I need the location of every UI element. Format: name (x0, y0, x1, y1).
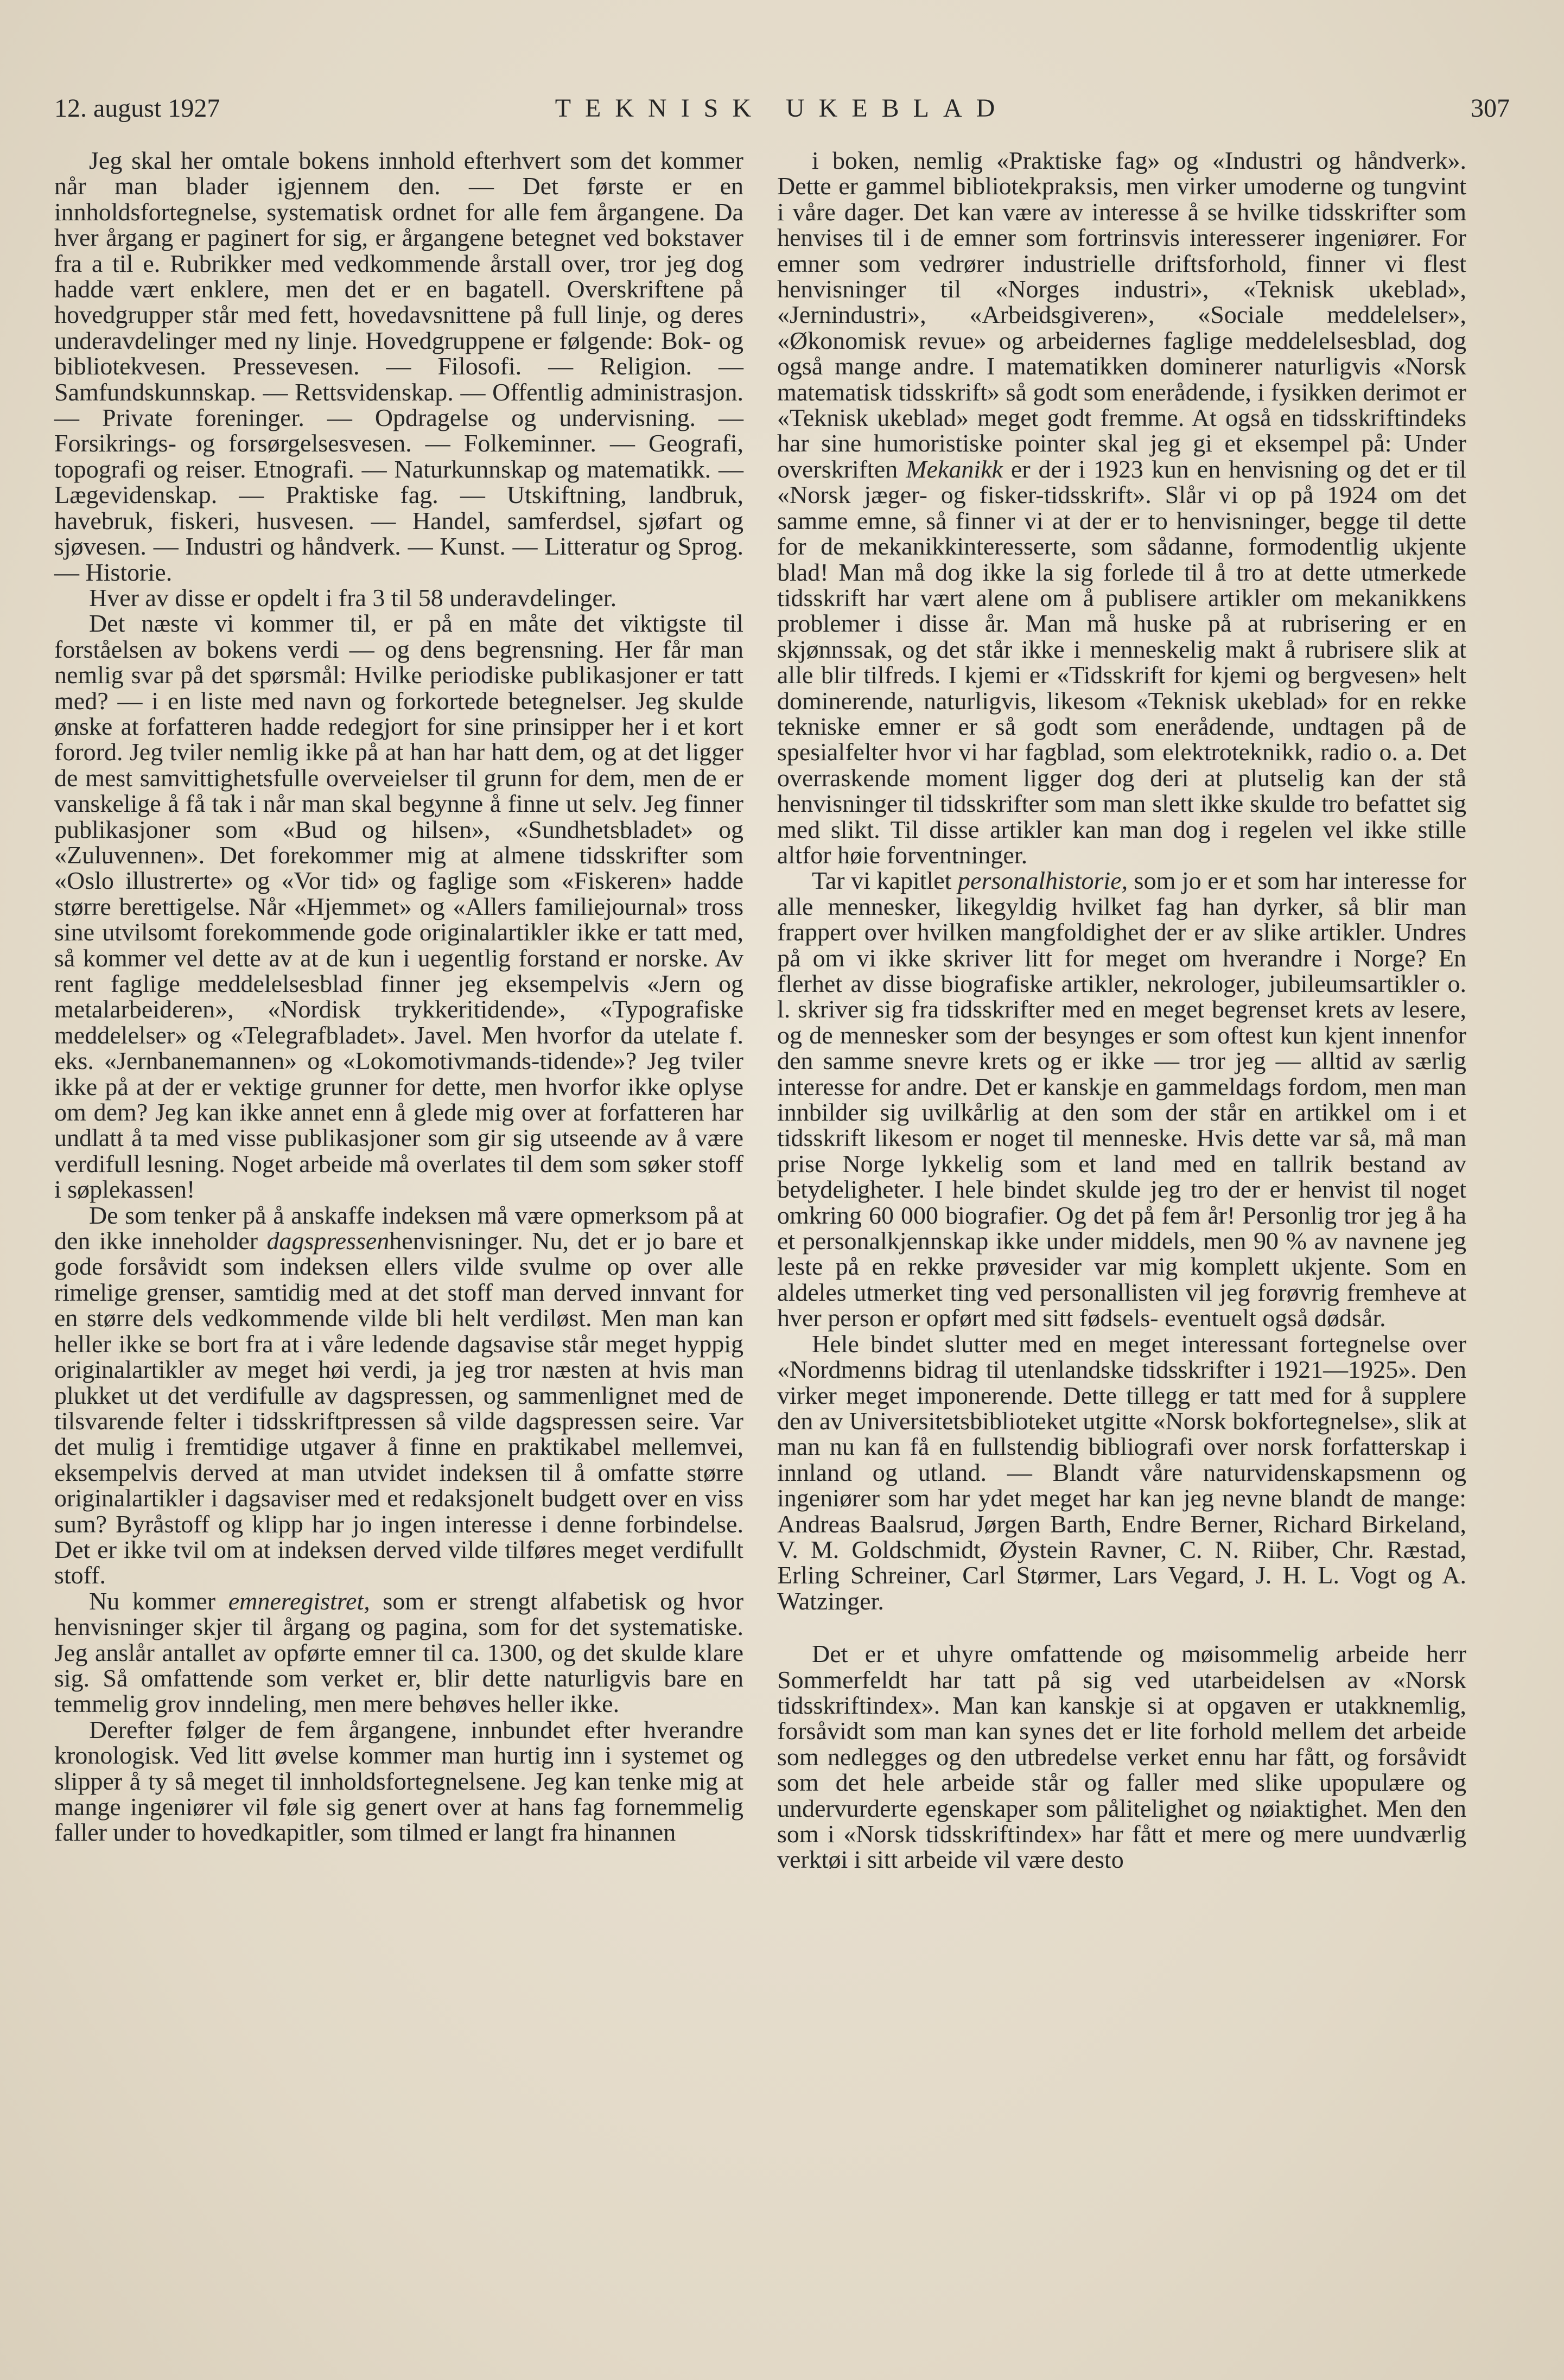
paragraph-text: Tar vi kapitlet (812, 867, 958, 895)
paragraph-text: Nu kommer (89, 1587, 228, 1615)
paragraph (54, 610, 743, 1202)
issue-date: 12. august 1927 (54, 94, 220, 123)
paragraph (54, 585, 743, 610)
emphasized-term: personalhistorie, (958, 867, 1128, 895)
paragraph-text: Det næste vi kommer til, er på en måte det viktigste til forståelsen av bokens verdi — og dens begrensning. Her får man nemlig svar på det spørsmål: Hvilke periodiske publikasjoner er tatt med? — i en liste med navn og forkortede betegnelser. Jeg skulde ønske at forfatteren hadde redegjort for sine prinsipper her i et kort forord. Jeg tviler nemlig ikke på at han har hatt dem, og at det ligger de mest samvittighetsfulle overveielser til grunn for dem, men de er vanskelige å få tak i når man skal begynne å finne ut selv. Jeg finner publikasjoner som «Bud og hilsen», «Sundhetsbladet» og «Zuluvennen». Det forekommer mig at almene tidsskrifter som «Oslo illustrerte» og «Vor tid» og faglige som «Fiskeren» hadde større berettigelse. Når «Hjemmet» og «Allers familiejournal» tross sine utvilsomt forekommende gode originalartikler ikke er tatt med, så kommer vel dette av at de kun i uegentlig forstand er norske. Av rent faglige meddelelsesblad finner jeg eksempelvis «Jern og metalarbeideren», «Nordisk trykkeritidende», «Typografiske meddelelser» og «Telegrafbladet». Javel. Men hvorfor da utelate f. eks. «Jernbanemannen» og «Lokomotivmands-tidende»? Jeg tviler ikke på at der er vektige grunner for dette, men hvorfor ikke oplyse om dem? Jeg kan ikke annet enn å glede mig over at forfatteren har undlatt å ta med visse publikasjoner som gir sig utseende av å være verdifull lesning. Noget arbeide må overlates til dem som søker stoff i søplekassen! (54, 609, 743, 1204)
paragraph (777, 148, 1466, 868)
paragraph-text: Derefter følger de fem årgangene, innbundet efter hverandre kronologisk. Ved litt øvelse kommer man hurtig inn i systemet og slipper å ty så meget til innholdsfortegnelsene. Jeg kan tenke mig at mange ingeniører vil føle sig genert over at hans fag fornemmelig faller under to hovedkapitler, som tilmed er langt fra hinannen (54, 1715, 743, 1847)
emphasized-term: emneregistret, (228, 1587, 370, 1615)
paragraph (54, 1588, 743, 1717)
paragraph-text: Hver av disse er opdelt i fra 3 til 58 underavdelinger. (89, 583, 617, 612)
text-column-left (54, 148, 743, 1846)
paragraph (777, 868, 1466, 1331)
paragraph (777, 1331, 1466, 1614)
journal-title: TEKNISK UKEBLAD (555, 94, 1009, 123)
page-number: 307 (1471, 94, 1510, 123)
paragraph-text: De som tenker på å anskaffe indeksen må være opmerksom på at den ikke inneholder (54, 1201, 743, 1255)
paragraph-text: henvisninger. Nu, det er jo bare et gode forsåvidt som indeksen ellers vilde svulme op over alle rimelige grenser, samtidig med at det stoff man derved innvant for en større dels vedkommende vilde bli helt verdiløst. Men man kan heller ikke se bort fra at i våre ledende dagsavise står meget hyppig originalartikler av meget høi verdi, ja jeg tror næsten at hvis man plukket ut det verdifulle av dagspressen, og sammenlignet med de tilsvarende felter i tidsskriftpressen så vilde dagspressen seire. Var det mulig i fremtidige utgaver å finne en praktikabel mellemvei, eksempelvis derved at man utvidet indeksen til å omfatte større originalartikler i dagsaviser med et redaksjonelt budgett over en viss sum? Byråstoff og klipp har jo ingen interesse i denne forbindelse. Det er ikke tvil om at indeksen derved vilde tilføres meget verdifullt stoff. (54, 1227, 744, 1589)
text-column-right (777, 148, 1466, 1873)
paragraph-text: som er strengt alfabetisk og hvor henvisninger skjer til årgang og pagina, som for det systematiske. Jeg anslår antallet av opførte emner til ca. 1300, og det skulde klare sig. Så omfattende som verket er, blir dette naturligvis bare en temmelig grov inndeling, men mere behøves heller ikke. (54, 1587, 744, 1718)
paragraph-text: som jo er et som har interesse for alle mennesker, likegyldig hvilket fag han dyrker, så blir man frappert over hvilken mangfoldighet der er av slike artikler. Undres på om vi ikke skriver litt for meget om hverandre i Norge? En flerhet av disse biografiske artikler, nekrologer, jubileumsartikler o. l. skriver sig fra tidsskrifter med en meget begrenset krets av lesere, og de mennesker som der besynges er som oftest kun kjent innenfor den samme snevre krets og er ikke — tror jeg — alltid av særlig interesse for andre. Det er kanskje en gammeldags fordom, men man innbilder sig uvilkårlig at den som der står en artikkel om i et tidsskrift likesom er noget til menneske. Hvis dette var så, må man prise Norge lykkelig som et land med en tallrik bestand av betydeligheter. I hele bindet skulde jeg tro der er henvist til noget omkring 60 000 biografier. Og det på fem år! Personlig tror jeg å ha et personalkjennskap ikke under middels, men 90 % av navnene jeg leste på en rekke prøvesider var mig komplett ukjente. Som en aldeles utmerket ting ved personallisten vil jeg forøvrig fremheve at hver person er opført med sitt fødsels- eventuelt også dødsår. (777, 867, 1466, 1332)
paragraph (777, 1641, 1466, 1873)
paragraph-text: i boken, nemlig «Praktiske fag» og «Industri og håndverk». Dette er gammel bibliotekpraksis, men virker umoderne og tungvint i våre dager. Det kan være av interesse å se hvilke tidsskrifter som henvises til i de emner som fortrinsvis interesserer ingeniører. For emner som vedrører industrielle driftsforhold, finner vi flest henvisninger til «Norges industri», «Teknisk ukeblad», «Jernindustri», «Arbeidsgiveren», «Sociale meddelelser», «Økonomisk revue» og arbeidernes faglige meddelelsesblad, dog også mange andre. I matematikken dominerer naturligvis «Norsk matematisk tidsskrift» så godt som enerådende, i fysikken derimot er «Teknisk ukeblad» meget godt fremme. At også en tidsskriftindeks har sine humoristiske pointer skal jeg gi et eksempel på: Under overskriften (777, 147, 1466, 483)
emphasized-term: Mekanikk (906, 455, 1003, 483)
paragraph (54, 148, 743, 585)
paragraph (54, 1202, 743, 1588)
paragraph (54, 1717, 743, 1846)
emphasized-term: dagspressen (266, 1227, 390, 1255)
page-header (54, 87, 1510, 130)
paragraph-text: Det er et uhyre omfattende og møisommelig arbeide herr Sommerfeldt har tatt på sig ved utarbeidelsen av «Norsk tidsskriftindex». Man kan kanskje si at opgaven er utakknemlig, forsåvidt som man kan synes det er lite forhold mellem det arbeide som nedlegges og den utbredelse verket ennu har fått, og forsåvidt som det hele arbeide står og faller med slike upopulære og undervurderte egenskaper som pålitelighet og nøiaktighet. Men den som i «Norsk tidsskriftindex» har fått et mere og mere uundværlig verktøi i sitt arbeide vil være desto (777, 1640, 1466, 1874)
paragraph-text: er der i 1923 kun en henvisning og det er til «Norsk jæger- og fisker-tidsskrift». Slår vi op på 1924 om det samme emne, så finner vi at der er to henvisninger, begge til dette for de mekanikkinteresserte, som sådanne, formodentlig ukjente blad! Man må dog ikke la sig forlede til å tro at dette utmerkede tidsskrift har vært alene om å publisere artikler om mekanikkens problemer i disse år. Man må huske på at rubrisering er en skjønnssak, og det står ikke i menneskelig makt å rubrisere slik at alle blir tilfreds. I kjemi er «Tidsskrift for kjemi og bergvesen» helt dominerende, naturligvis, likesom «Teknisk ukeblad» for en rekke tekniske emner er så godt som enerådende, undtagen på de spesialfelter hvor vi har fagblad, som elektroteknikk, radio o. a. Det overraskende moment ligger dog deri at plutselig kan der stå henvisninger til tidsskrifter som man slett ikke skulde tro befattet sig med slikt. Til disse artikler kan man dog i regelen vel ikke stille altfor høie forventninger. (777, 455, 1466, 869)
paragraph-text: Hele bindet slutter med en meget interessant fortegnelse over «Nordmenns bidrag til utenlandske tidsskrifter i 1921—1925». Den virker meget imponerende. Dette tillegg er tatt med for å supplere den av Universitetsbiblioteket utgitte «Norsk bokfortegnelse», slik at man nu kan få en fullstendig bibliografi over norsk forfatterskap i innland og utland. — Blandt våre naturvidenskapsmenn og ingeniører som har ydet meget har kan jeg nevne blandt de mange: Andreas Baalsrud, Jørgen Barth, Endre Berner, Richard Birkeland, V. M. Goldschmidt, Øystein Ravner, C. N. Riiber, Chr. Ræstad, Erling Schreiner, Carl Størmer, Lars Vegard, J. H. L. Vogt og A. Watzinger. (777, 1329, 1466, 1615)
paragraph-text: Jeg skal her omtale bokens innhold efterhvert som det kommer når man blader igjennem den. — Det første er en innholdsfortegnelse, systematisk ordnet for alle fem årgangene. Da hver årgang er paginert for sig, er årgangene betegnet ved bokstaver fra a til e. Rubrikker med vedkommende årstall over, tror jeg dog hadde vært enklere, men det er en bagatell. Overskriftene på hovedgrupper står med fett, hovedavsnittene på full linje, og deres underavdelinger med ny linje. Hovedgruppene er følgende: Bok- og bibliotekvesen. Pressevesen. — Filosofi. — Religion. — Samfundskunnskap. — Rettsvidenskap. — Offentlig administrasjon. — Private foreninger. — Opdragelse og undervisning. — Forsikrings- og forsørgelsesvesen. — Folkeminner. — Geografi, topografi og reiser. Etnografi. — Naturkunnskap og matematikk. — Lægevidenskap. — Praktiske fag. — Utskiftning, landbruk, havebruk, fiskeri, husvesen. — Handel, samferdsel, sjøfart og sjøvesen. — Industri og håndverk. — Kunst. — Litteratur og Sprog. — Historie. (54, 147, 743, 586)
